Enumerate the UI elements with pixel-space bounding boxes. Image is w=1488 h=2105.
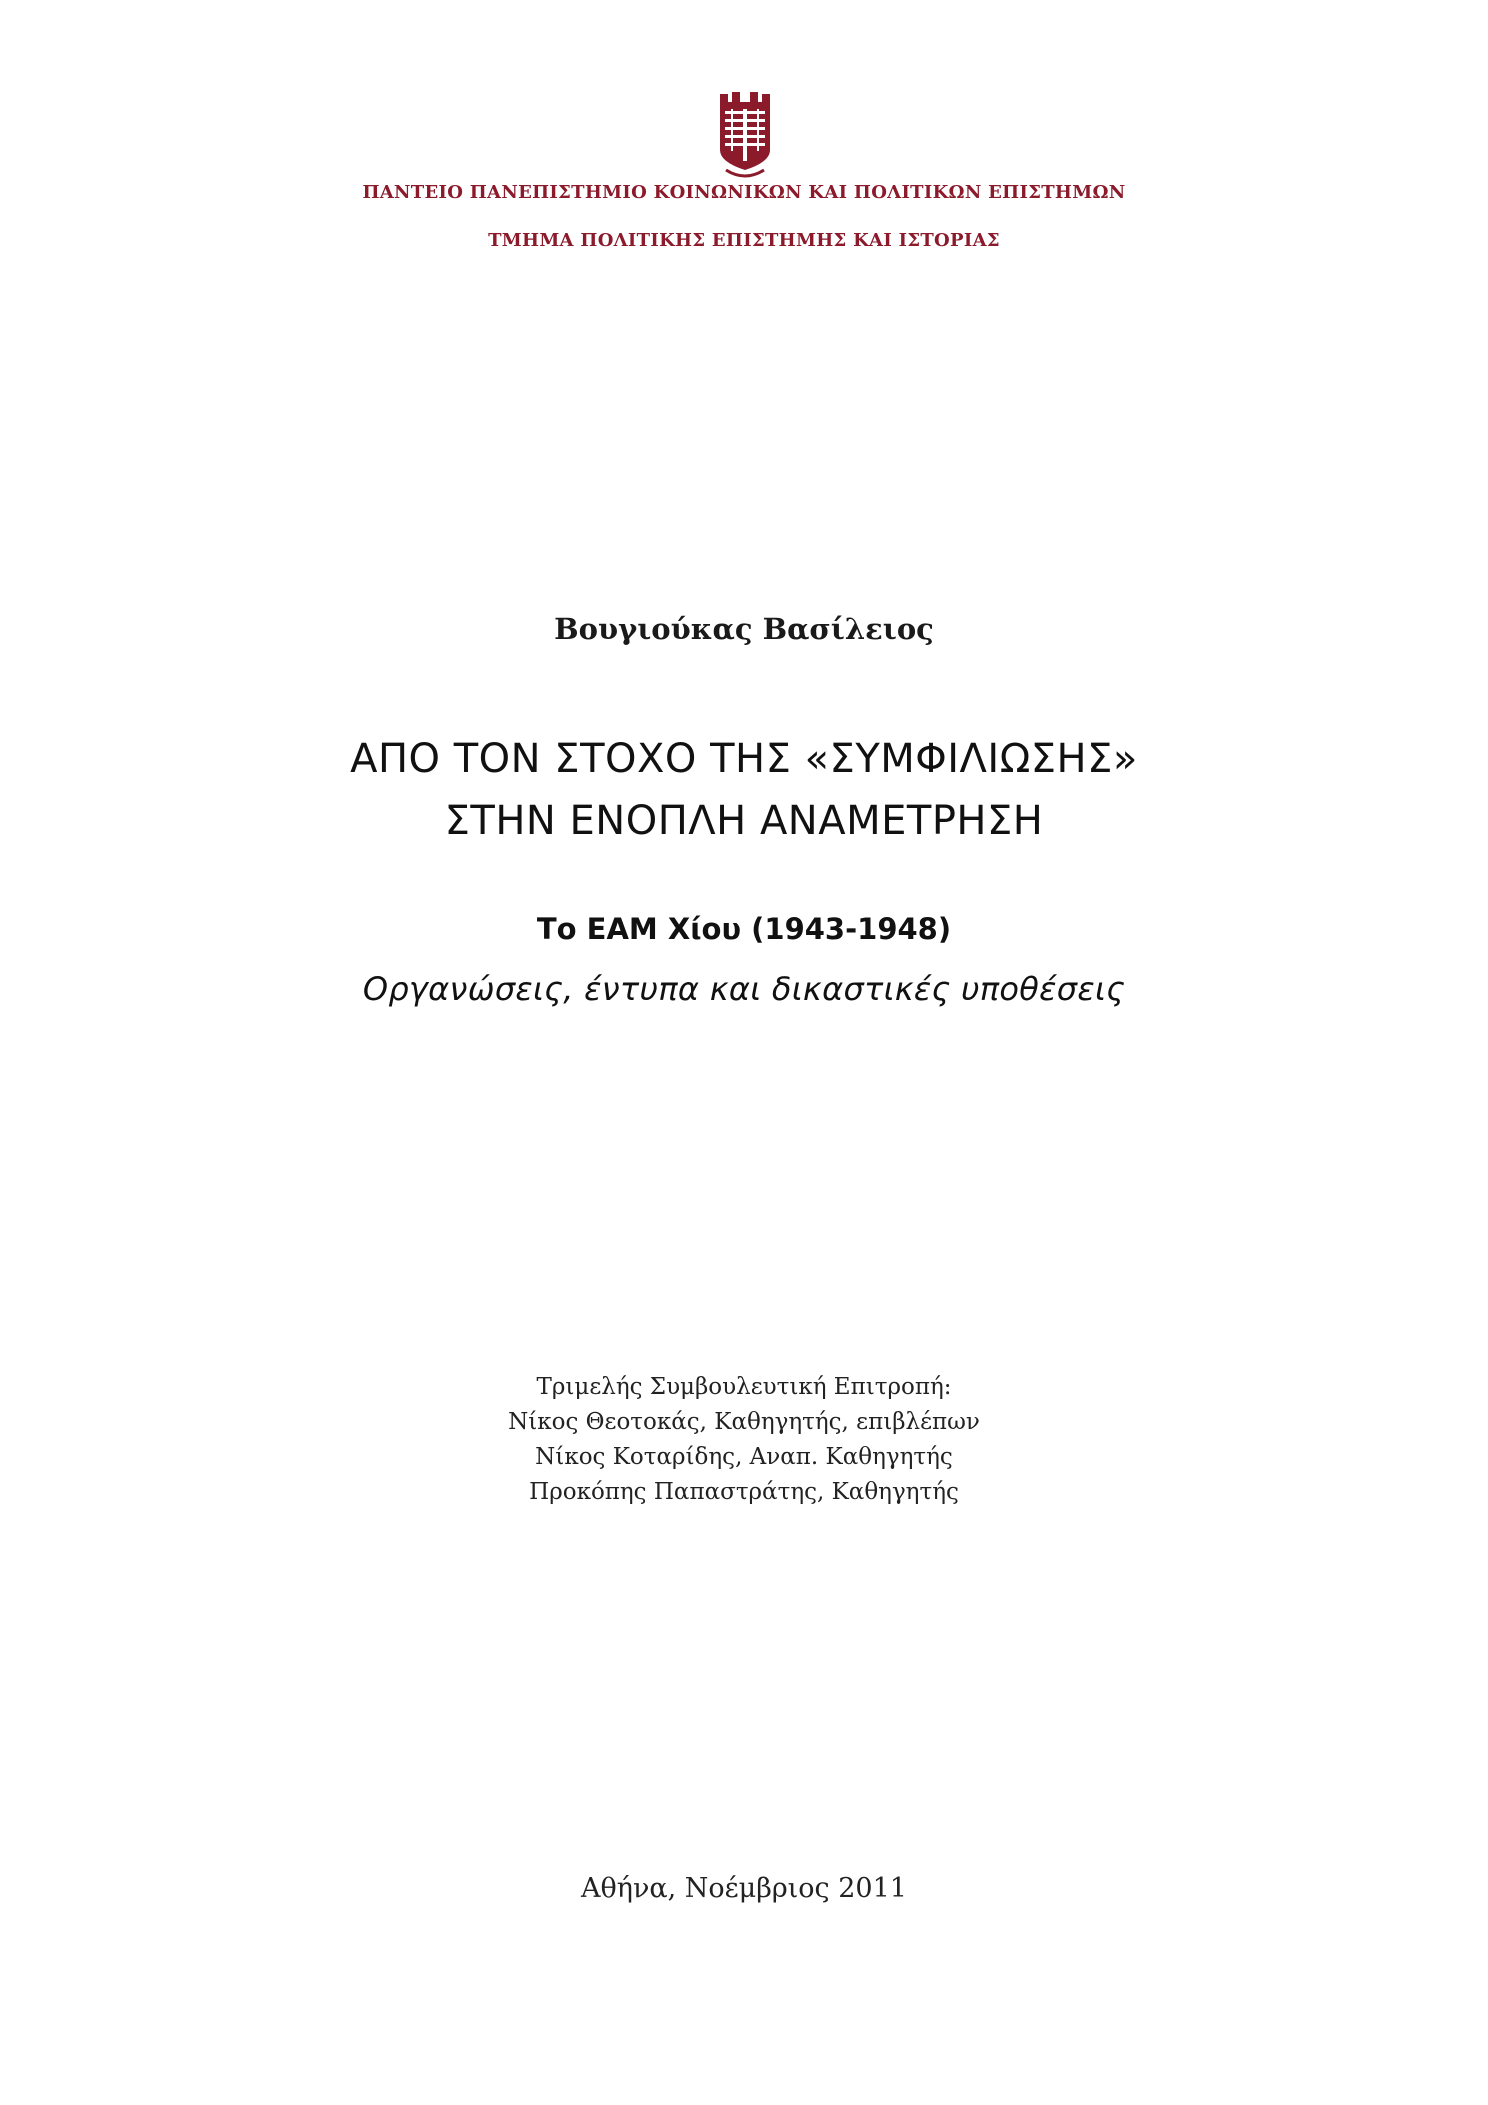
department-name: ΤΜΗΜΑ ΠΟΛΙΤΙΚΗΣ ΕΠΙΣΤΗΜΗΣ ΚΑΙ ΙΣΤΟΡΙΑΣ [488,230,1000,251]
institution-name: ΠΑΝΤΕΙΟ ΠΑΝΕΠΙΣΤΗΜΙΟ ΚΟΙΝΩΝΙΚΩΝ ΚΑΙ ΠΟΛΙΤΙΚΩΝ ΕΠΙΣΤΗΜΩΝ [362,182,1126,203]
author-name: Βουγιούκας Βασίλειος [554,612,934,646]
committee-heading: Τριμελής Συμβουλευτική Επιτροπή: [536,1374,952,1400]
advisory-committee [0,1370,1488,1510]
thesis-subtitle-secondary: Οργανώσεις, έντυπα και δικαστικές υποθέσεις [362,970,1126,1008]
thesis-title-line-1: ΑΠΟ ΤΟΝ ΣΤΟΧΟ ΤΗΣ «ΣΥΜΦΙΛΙΩΣΗΣ» [350,736,1138,782]
thesis-title-line-2: ΣΤΗΝ ΕΝΟΠΛΗ ΑΝΑΜΕΤΡΗΣΗ [444,798,1044,844]
thesis-subtitle: Το ΕΑΜ Χίου (1943-1948) [536,912,952,946]
committee-member: Νίκος Κοταρίδης, Αναπ. Καθηγητής [535,1444,953,1470]
place-and-date: Αθήνα, Νοέμβριος 2011 [581,1873,907,1904]
committee-member: Προκόπης Παπαστράτης, Καθηγητής [529,1479,959,1505]
university-emblem-icon [718,92,772,178]
committee-member: Νίκος Θεοτοκάς, Καθηγητής, επιβλέπων [508,1409,980,1435]
